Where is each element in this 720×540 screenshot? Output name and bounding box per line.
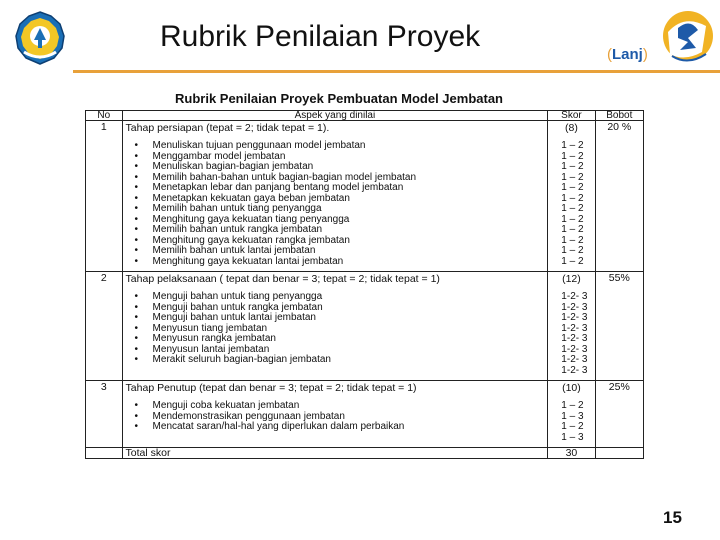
list-item: • Menuliskan tujuan penggunaan model jembatan (134, 140, 366, 151)
section-title: Tahap Penutup (tepat dan benar = 3; tepat = 2; tidak tepat = 1) (125, 382, 417, 394)
list-item: • Merakit seluruh bagian-bagian jembatan (134, 354, 331, 365)
section-no: 3 (86, 381, 123, 448)
section-scores (548, 272, 595, 381)
item-score: 1-2- 3 (561, 343, 588, 355)
section-no: 1 (86, 121, 123, 272)
page-number: 15 (663, 508, 682, 527)
section-skor: (10) (562, 382, 581, 394)
kurikulum-2013-logo-icon (654, 8, 716, 70)
item-score: 1-2- 3 (561, 364, 588, 376)
table-title: Rubrik Penilaian Proyek Pembuatan Model Jembatan (175, 91, 503, 106)
item-score: 1 – 2 (561, 203, 584, 214)
item-score: 1 – 2 (561, 234, 584, 246)
list-item: • Menguji coba kekuatan jembatan (134, 400, 300, 411)
item-score: 1 – 2 (561, 182, 584, 193)
tut-wuri-handayani-emblem-icon (14, 10, 66, 66)
item-score: 1 – 2 (561, 192, 584, 204)
item-score: 1 – 2 (561, 400, 584, 411)
item-score: 1-2- 3 (561, 301, 588, 313)
aspect-list (126, 292, 545, 376)
list-item: • Menuliskan bagian-bagian jembatan (134, 161, 314, 172)
section-bobot: 55% (595, 272, 643, 381)
header-no: No (86, 111, 123, 121)
section-aspects (122, 272, 548, 381)
list-item: • Memilih bahan untuk lantai jembatan (134, 245, 316, 256)
continued-open-bracket: ( (607, 46, 612, 63)
list-item: • Menyusun lantai jembatan (134, 343, 270, 355)
list-item: • Menguji bahan untuk lantai jembatan (134, 312, 316, 323)
list-item: • Mencatat saran/hal-hal yang diperlukan dalam perbaikan (134, 421, 405, 432)
table-row (86, 121, 644, 272)
item-score: 1 – 2 (561, 224, 584, 235)
item-score: 1 – 2 (561, 245, 584, 256)
item-score: 1 – 2 (561, 140, 584, 151)
continued-close-bracket: ) (642, 46, 648, 63)
item-score: 1 – 2 (561, 255, 584, 267)
item-score: 1-2- 3 (561, 291, 588, 302)
section-scores (548, 381, 595, 448)
header-skor: Skor (548, 111, 595, 121)
item-score: 1-2- 3 (561, 333, 588, 344)
total-value: 30 (548, 448, 595, 459)
section-aspects (122, 121, 548, 272)
list-item: • Mendemonstrasikan penggunaan jembatan (134, 410, 345, 422)
section-no: 2 (86, 272, 123, 381)
page-title: Rubrik Penilaian Proyek (160, 20, 481, 53)
total-row (86, 448, 644, 459)
list-item: • Menguji bahan untuk tiang penyangga (134, 291, 323, 302)
list-item: • Memilih bahan-bahan untuk bagian-bagian model jembatan (134, 171, 417, 183)
list-item: • Menguji bahan untuk rangka jembatan (134, 301, 323, 313)
item-score: 1 – 3 (561, 410, 584, 422)
total-label: Total skor (122, 448, 548, 459)
header-bobot: Bobot (595, 111, 643, 121)
header-divider (73, 70, 720, 73)
section-scores (548, 121, 595, 272)
header-aspek: Aspek yang dinilai (122, 111, 548, 121)
list-item: • Menyusun rangka jembatan (134, 333, 276, 344)
list-item: • Memilih bahan untuk rangka jembatan (134, 224, 323, 235)
section-skor: (8) (565, 122, 578, 134)
item-score: 1 – 2 (561, 150, 584, 162)
section-bobot: 25% (595, 381, 643, 448)
item-score: 1-2- 3 (561, 354, 588, 365)
list-item: • Menghitung gaya kekuatan tiang penyangga (134, 213, 350, 225)
list-item (126, 433, 545, 444)
item-score: 1 – 3 (561, 431, 584, 443)
table-row (86, 272, 644, 381)
list-item: • Menggambar model jembatan (134, 150, 286, 162)
item-score: 1 – 2 (561, 161, 584, 172)
list-item: • Memilih bahan untuk tiang penyangga (134, 203, 322, 214)
table-header-row (86, 111, 644, 121)
aspect-list (126, 141, 545, 267)
total-empty-cell (86, 448, 123, 459)
list-item: • Menghitung gaya kekuatan lantai jembatan (134, 255, 344, 267)
item-score: 1 – 2 (561, 171, 584, 183)
aspect-list (126, 401, 545, 443)
section-bobot: 20 % (595, 121, 643, 272)
continued-text: Lanj (612, 46, 643, 63)
list-item: • Menetapkan kekuatan gaya beban jembatan (134, 192, 350, 204)
item-score: 1 – 2 (561, 421, 584, 432)
total-empty-cell (595, 448, 643, 459)
section-title: Tahap persiapan (tepat = 2; tidak tepat = 1). (125, 122, 330, 134)
section-aspects (122, 381, 548, 448)
rubric-table (85, 110, 644, 490)
section-title: Tahap pelaksanaan ( tepat dan benar = 3; tepat = 2; tidak tepat = 1) (125, 273, 440, 285)
item-score: 1-2- 3 (561, 322, 588, 334)
item-score: 1 – 2 (561, 213, 584, 225)
item-score: 1-2- 3 (561, 312, 588, 323)
list-item (126, 366, 545, 377)
continued-label (607, 46, 648, 63)
table-row (86, 381, 644, 448)
list-item: • Menyusun tiang jembatan (134, 322, 268, 334)
list-item: • Menghitung gaya kekuatan rangka jembatan (134, 234, 350, 246)
section-skor: (12) (562, 273, 581, 285)
list-item: • Menetapkan lebar dan panjang bentang model jembatan (134, 182, 404, 193)
